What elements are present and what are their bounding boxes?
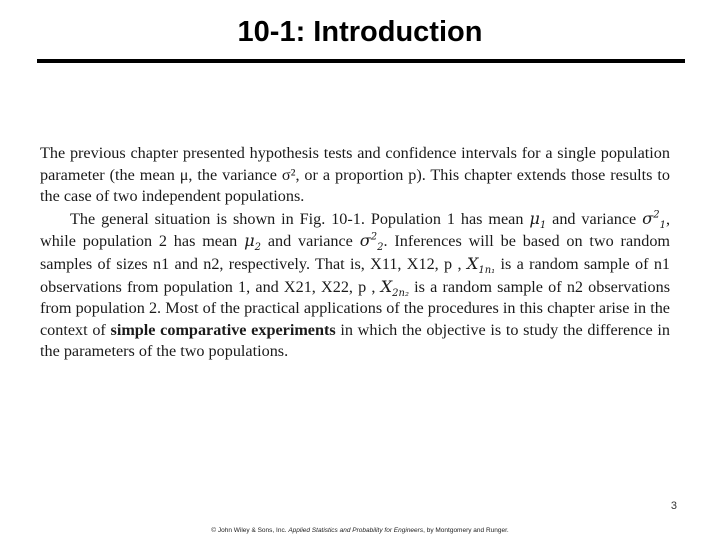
text-segment: and variance xyxy=(261,232,360,251)
body-text xyxy=(40,143,670,363)
x2n2-symbol: $X_{2n_2}$ xyxy=(380,276,409,299)
paragraph-1: The previous chapter presented hypothesis tests and confidence intervals for a single population parameter (the mean μ, the variance σ², or a proportion p). This chapter extends those results to the case of two independent populations. xyxy=(40,144,670,206)
text-segment: . Inferences will be based on two random samples of sizes n1 and n2, respectively. That is, X11, X12, p , xyxy=(40,232,670,273)
text-segment: is a random sample of n2 observations from population 2. Most of the practical applications of the procedures in this chapter arise in the context of xyxy=(40,277,671,339)
footer-suffix: , by Montgomery and Runger. xyxy=(423,527,509,534)
sigma1-symbol: $\sigma^2_1$ xyxy=(642,208,666,232)
sigma2-symbol: $\sigma^2_2$ xyxy=(359,231,384,254)
mu2-symbol: $\mu_2$ xyxy=(244,231,261,254)
text-segment: The general situation is shown in Fig. 10-1. Population 1 has mean xyxy=(70,209,530,228)
page-number: 3 xyxy=(670,500,677,512)
text-segment: in which the objective is to study the difference in the parameters of the two populations. xyxy=(40,320,670,361)
paragraph-2 xyxy=(40,208,670,363)
slide-title: 10-1: Introduction xyxy=(237,16,483,48)
copyright-footer xyxy=(0,527,720,534)
text-segment: , while population 2 has mean xyxy=(40,209,670,251)
x1n1-symbol: $X_{1n_1}$ xyxy=(466,253,496,277)
title-divider xyxy=(37,59,685,63)
text-segment: is a random sample of n1 observations from population 1, and X21, X22, p , xyxy=(40,254,671,296)
footer-prefix: © John Wiley & Sons, Inc. xyxy=(211,527,289,534)
mu1-symbol: $\mu_1$ xyxy=(529,208,547,232)
text-segment: and variance xyxy=(546,209,643,228)
bold-term: simple comparative experiments xyxy=(110,320,336,339)
footer-book-title: Applied Statistics and Probability for Engineers xyxy=(288,527,424,534)
